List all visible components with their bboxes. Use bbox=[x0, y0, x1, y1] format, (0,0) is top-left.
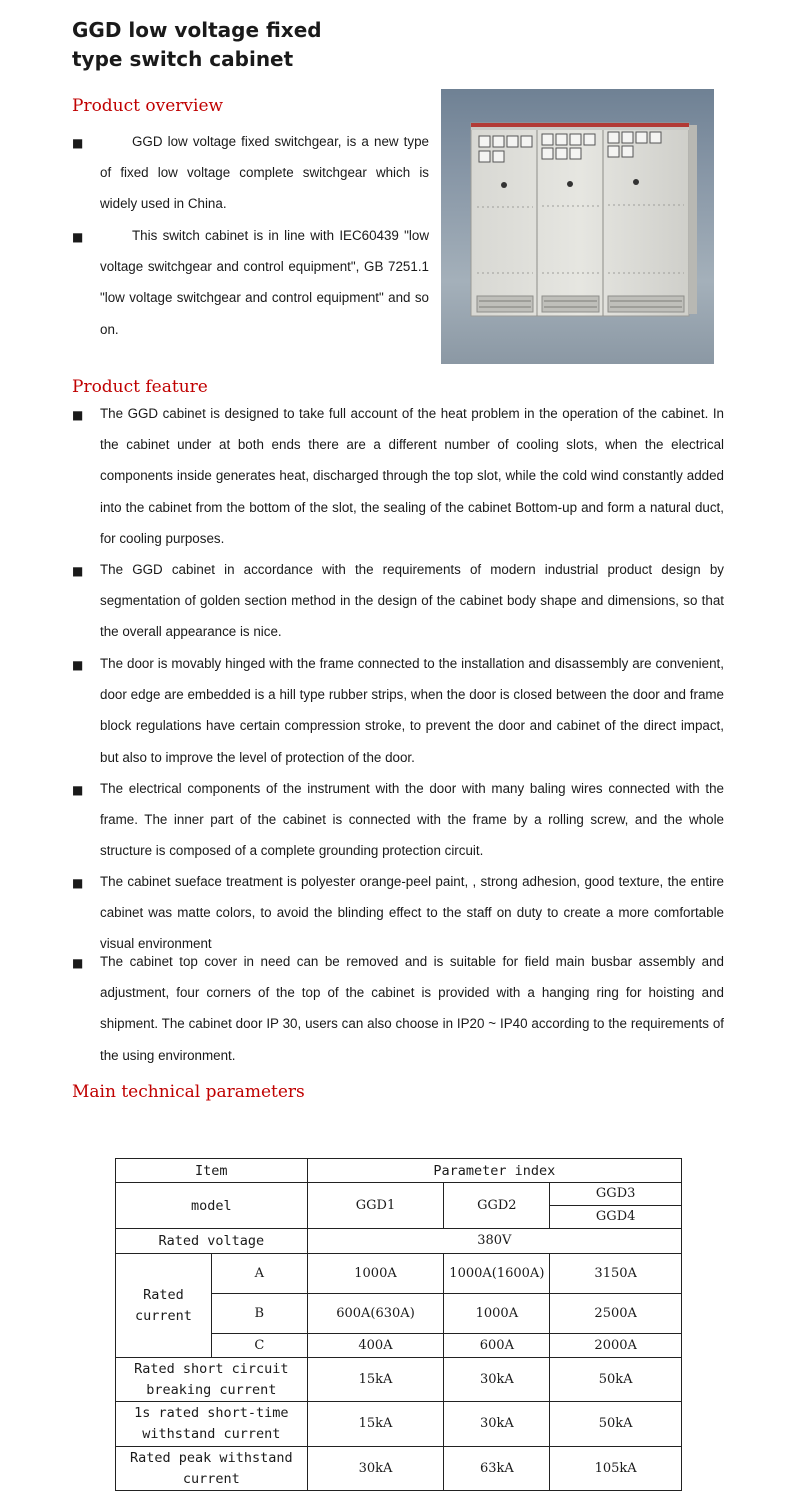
current-b-ggd2: 1000A bbox=[444, 1294, 550, 1334]
peak-withstand-ggd1: 30kA bbox=[307, 1447, 444, 1491]
bullet-icon: ■ bbox=[72, 876, 84, 890]
short-circuit-breaking-label: Rated short circuit breaking current bbox=[116, 1358, 308, 1402]
header-parameter-index: Parameter index bbox=[307, 1159, 681, 1183]
overview-item-2: This switch cabinet is in line with IEC60439 "low voltage switchgear and control equipment", GB 7251.1 "low voltage switchgear and control equipment" and so on. bbox=[100, 228, 429, 337]
table-row bbox=[116, 1402, 682, 1447]
bullet-icon: ■ bbox=[72, 564, 84, 578]
current-b-ggd1: 600A(630A) bbox=[307, 1294, 444, 1334]
feature-heading: Product feature bbox=[72, 377, 208, 397]
peak-withstand-ggd2: 63kA bbox=[444, 1447, 550, 1491]
short-circuit-breaking-ggd3: 50kA bbox=[550, 1358, 682, 1402]
params-heading: Main technical parameters bbox=[72, 1082, 305, 1102]
rated-voltage-label: Rated voltage bbox=[116, 1229, 308, 1254]
model-ggd3: GGD3 bbox=[550, 1183, 682, 1206]
model-ggd4: GGD4 bbox=[550, 1206, 682, 1229]
bullet-icon: ■ bbox=[72, 136, 84, 150]
table-row bbox=[116, 1358, 682, 1402]
grade-a: A bbox=[211, 1254, 307, 1294]
table-row bbox=[116, 1229, 682, 1254]
feature-item-1: The GGD cabinet is designed to take full account of the heat problem in the operation of the cabinet. In the cabinet under at both ends there are a different number of cooling slots, when the electrical components inside generates heat, discharged through the top slot, while the cold wind constantly added into the cabinet from the bottom of the slot, the sealing of the cabinet Bottom-up and form a natural duct, for cooling purposes. bbox=[100, 406, 724, 546]
bullet-icon: ■ bbox=[72, 658, 84, 672]
peak-withstand-ggd3: 105kA bbox=[550, 1447, 682, 1491]
current-b-ggd3: 2500A bbox=[550, 1294, 682, 1334]
short-time-withstand-label: 1s rated short-time withstand current bbox=[116, 1402, 308, 1447]
switch-cabinet-photo bbox=[441, 89, 714, 364]
bullet-icon: ■ bbox=[72, 956, 84, 970]
feature-item-6: The cabinet top cover in need can be removed and is suitable for field main busbar assembly and adjustment, four corners of the top of the cabinet is provided with a hanging ring for hoisting and shipment. The cabinet door IP 30, users can also choose in IP20 ~ IP40 according to the requirements of the using environment. bbox=[100, 954, 724, 1063]
current-c-ggd1: 400A bbox=[307, 1334, 444, 1358]
bullet-icon: ■ bbox=[72, 783, 84, 797]
overview-heading: Product overview bbox=[72, 96, 224, 116]
table-row bbox=[116, 1447, 682, 1491]
short-circuit-breaking-ggd2: 30kA bbox=[444, 1358, 550, 1402]
short-circuit-breaking-ggd1: 15kA bbox=[307, 1358, 444, 1402]
title-line-1: GGD low voltage fixed bbox=[72, 18, 322, 42]
short-time-withstand-ggd1: 15kA bbox=[307, 1402, 444, 1447]
current-c-ggd3: 2000A bbox=[550, 1334, 682, 1358]
grade-b: B bbox=[211, 1294, 307, 1334]
current-a-ggd2: 1000A(1600A) bbox=[444, 1254, 550, 1294]
current-a-ggd1: 1000A bbox=[307, 1254, 444, 1294]
cabinet-illustration bbox=[441, 89, 714, 364]
page-title bbox=[72, 16, 322, 74]
model-label: model bbox=[116, 1183, 308, 1229]
header-item: Item bbox=[116, 1159, 308, 1183]
parameters-table bbox=[115, 1158, 682, 1491]
rated-voltage-value: 380V bbox=[307, 1229, 681, 1254]
grade-c: C bbox=[211, 1334, 307, 1358]
bullet-icon: ■ bbox=[72, 230, 84, 244]
feature-item-2: The GGD cabinet in accordance with the requirements of modern industrial product design by segmentation of golden section method in the design of the cabinet body shape and dimensions, so that the overall appearance is nice. bbox=[100, 562, 724, 640]
model-ggd1: GGD1 bbox=[307, 1183, 444, 1229]
feature-item-5: The cabinet sueface treatment is polyester orange-peel paint, , strong adhesion, good texture, the entire cabinet was matte colors, to avoid the blinding effect to the staff on duty to create a more comfortable visual environment bbox=[100, 874, 724, 952]
rated-current-label: Rated current bbox=[116, 1254, 212, 1358]
short-time-withstand-ggd2: 30kA bbox=[444, 1402, 550, 1447]
table-row bbox=[116, 1254, 682, 1294]
feature-item-3: The door is movably hinged with the frame connected to the installation and disassembly are convenient, door edge are embedded is a hill type rubber strips, when the door is closed between the door and frame block regulations have certain compression stroke, to prevent the door and cabinet of the direct impact, but also to improve the level of protection of the door. bbox=[100, 656, 724, 765]
bullet-icon: ■ bbox=[72, 408, 84, 422]
title-line-2: type switch cabinet bbox=[72, 47, 294, 71]
short-time-withstand-ggd3: 50kA bbox=[550, 1402, 682, 1447]
table-row bbox=[116, 1159, 682, 1183]
model-ggd2: GGD2 bbox=[444, 1183, 550, 1229]
overview-item-1: GGD low voltage fixed switchgear, is a new type of fixed low voltage complete switchgear which is widely used in China. bbox=[100, 134, 429, 212]
table-row bbox=[116, 1183, 682, 1206]
current-c-ggd2: 600A bbox=[444, 1334, 550, 1358]
current-a-ggd3: 3150A bbox=[550, 1254, 682, 1294]
peak-withstand-label: Rated peak withstand current bbox=[116, 1447, 308, 1491]
feature-item-4: The electrical components of the instrument with the door with many baling wires connected with the frame. The inner part of the cabinet is connected with the frame by a rolling screw, and the whole structure is composed of a complete grounding protection circuit. bbox=[100, 781, 724, 859]
